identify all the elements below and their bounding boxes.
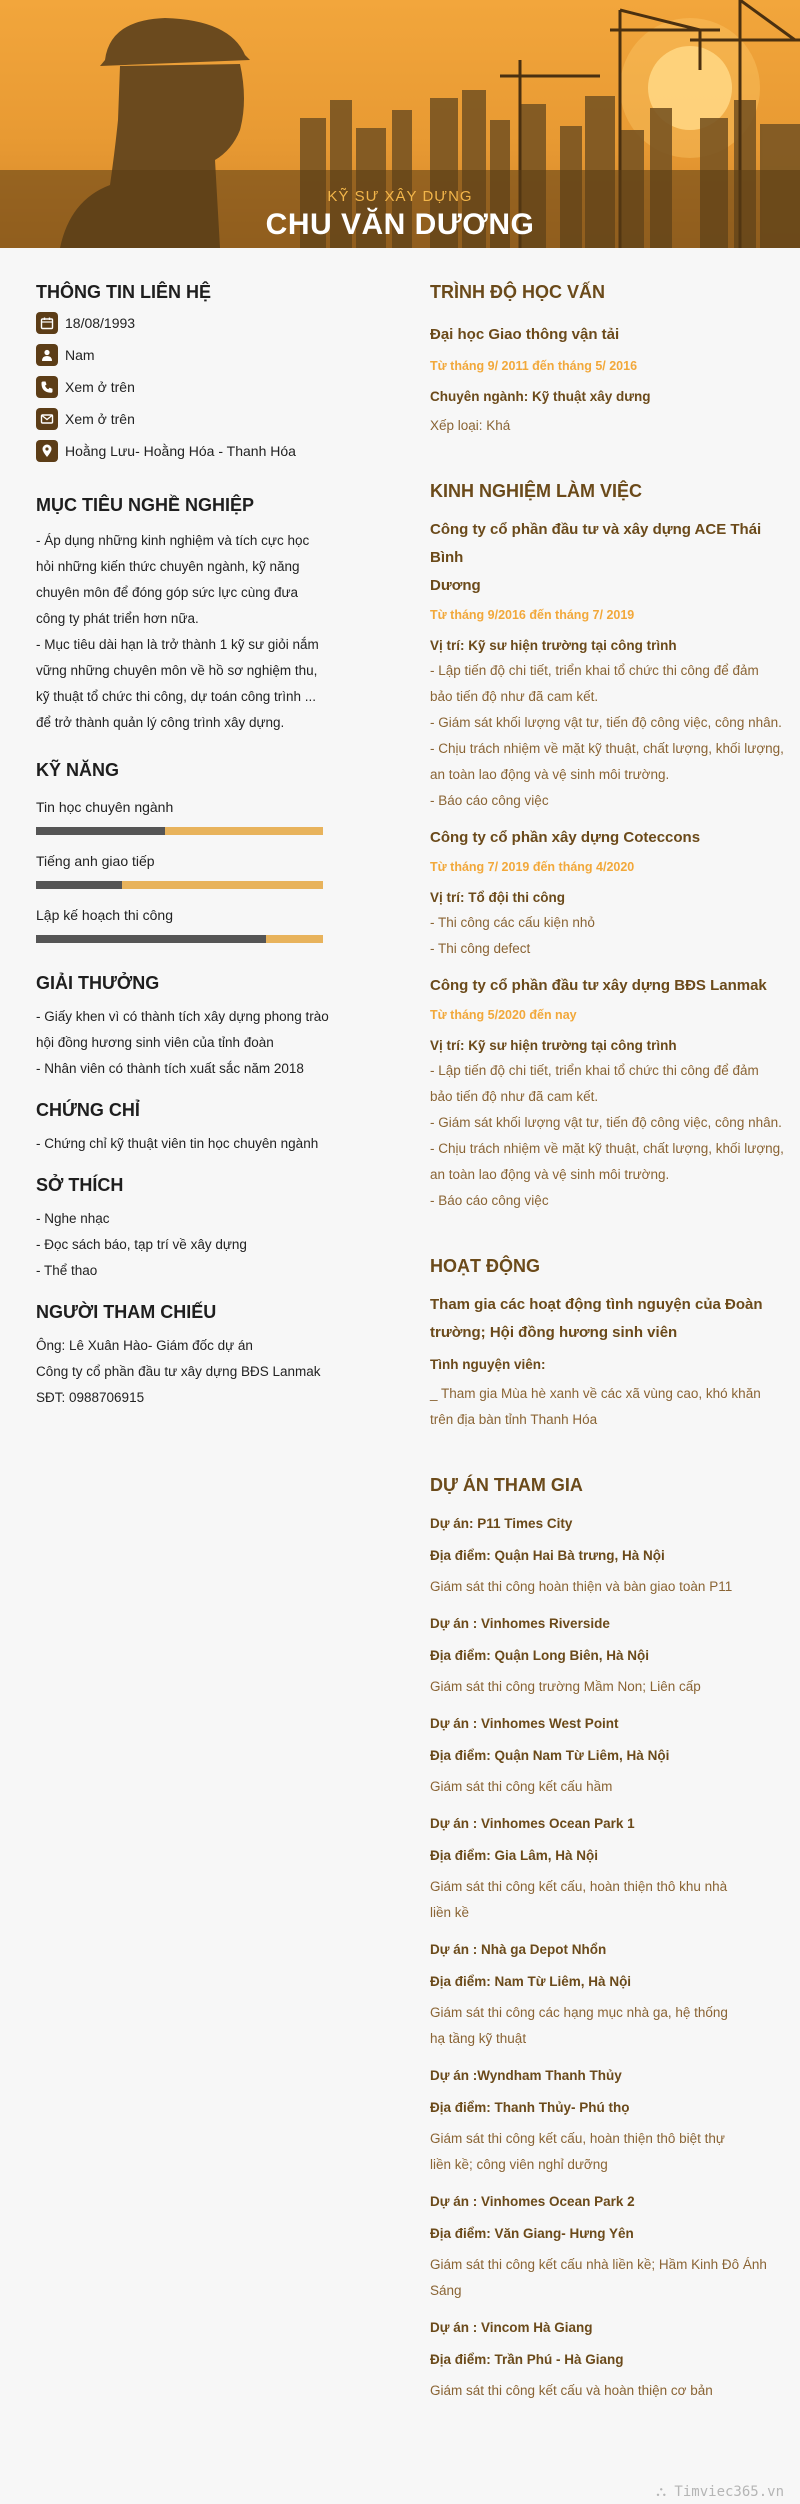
project-desc: Giám sát thi công các hạng mục nhà ga, hệ thống — [430, 2005, 728, 2020]
skill-label: Lập kế hoạch thi công — [36, 907, 173, 923]
awards-text — [36, 1004, 336, 1082]
activity-line: trên địa bàn tỉnh Thanh Hóa — [430, 1412, 598, 1427]
activity-org: Tham gia các hoạt động tình nguyện của Đoàn — [430, 1296, 763, 1313]
experience-line: - Báo cáo công việc — [430, 1193, 549, 1208]
education-date: Từ tháng 9/ 2011 đến tháng 5/ 2016 — [430, 359, 638, 373]
hobby-line: - Nghe nhạc — [36, 1211, 110, 1226]
objective-line: hỏi những kiến thức chuyên ngành, kỹ năng — [36, 559, 300, 574]
watermark: ⛬ Timviec365.vn — [656, 2484, 784, 2500]
experience-line: - Báo cáo công việc — [430, 793, 549, 808]
project-desc: hạ tầng kỹ thuật — [430, 2031, 527, 2046]
header-banner — [0, 0, 800, 248]
job-title: KỸ SƯ XÂY DỰNG — [327, 188, 473, 205]
calendar-icon — [36, 312, 58, 334]
contact-heading: THÔNG TIN LIÊN HỆ — [36, 282, 211, 302]
contact-phone — [36, 375, 336, 399]
skills-heading: KỸ NĂNG — [36, 760, 120, 780]
hobby-line: - Đọc sách báo, tạp trí về xây dựng — [36, 1237, 247, 1252]
hobbies-heading: SỞ THÍCH — [36, 1175, 124, 1195]
project-location: Địa điểm: Quận Hai Bà trưng, Hà Nội — [430, 1548, 665, 1563]
project-name: Dự án: P11 Times City — [430, 1516, 573, 1531]
skill-bar — [36, 935, 323, 943]
objective-text — [36, 528, 336, 736]
email-icon — [36, 408, 58, 430]
project-entry — [430, 2190, 790, 2304]
contact-email — [36, 407, 336, 431]
experience-heading: KINH NGHIỆM LÀM VIỆC — [430, 481, 643, 501]
activities-heading: HOẠT ĐỘNG — [430, 1256, 540, 1276]
award-line: - Nhân viên có thành tích xuất sắc năm 2018 — [36, 1061, 304, 1076]
objective-heading: MỤC TIÊU NGHỀ NGHIỆP — [36, 495, 255, 515]
skill-level-fill — [36, 881, 122, 889]
contact-text: Xem ở trên — [65, 379, 135, 395]
experience-position: Vị trí: Kỹ sư hiện trường tại công trình — [430, 638, 677, 653]
contact-address — [36, 439, 336, 463]
project-desc: liền kề — [430, 1905, 470, 1920]
contact-text: Hoằng Lưu- Hoằng Hóa - Thanh Hóa — [65, 443, 296, 459]
project-desc: Giám sát thi công trường Mầm Non; Liên cấp — [430, 1679, 701, 1694]
objective-line: chuyên môn để đóng góp sức lực cùng đưa — [36, 585, 299, 600]
project-desc: Giám sát thi công kết cấu, hoàn thiện thô biệt thự — [430, 2131, 725, 2146]
experience-date: Từ tháng 5/2020 đến nay — [430, 1008, 577, 1022]
skill-label: Tin học chuyên ngành — [36, 799, 174, 815]
project-location: Địa điểm: Thanh Thủy- Phú thọ — [430, 2100, 630, 2115]
experience-line: bảo tiến độ như đã cam kết. — [430, 689, 599, 704]
experience-entry — [430, 516, 790, 814]
project-location: Địa điểm: Nam Từ Liêm, Hà Nội — [430, 1974, 632, 1989]
experience-company: Dương — [430, 577, 481, 594]
project-entry — [430, 2316, 790, 2404]
project-desc: Giám sát thi công kết cấu hầm — [430, 1779, 613, 1794]
objective-line: vững những chuyên môn về hồ sơ nghiệm thu, — [36, 663, 318, 678]
project-desc: Giám sát thi công kết cấu và hoàn thiện cơ bản — [430, 2383, 713, 2398]
education-heading: TRÌNH ĐỘ HỌC VẤN — [430, 282, 605, 302]
contact-text: Xem ở trên — [65, 411, 135, 427]
project-desc: Sáng — [430, 2283, 462, 2298]
awards-heading: GIẢI THƯỞNG — [36, 973, 160, 993]
project-desc: liền kề; công viên nghỉ dưỡng — [430, 2157, 608, 2172]
project-location: Địa điểm: Trần Phú - Hà Giang — [430, 2352, 624, 2367]
project-name: Dự án :Wyndham Thanh Thủy — [430, 2068, 622, 2083]
references-heading: NGƯỜI THAM CHIẾU — [36, 1302, 217, 1322]
project-location: Địa điểm: Quận Long Biên, Hà Nội — [430, 1648, 650, 1663]
activity-line: _ Tham gia Mùa hè xanh về các xã vùng cao, khó khăn — [430, 1386, 761, 1401]
education-major: Chuyên ngành: Kỹ thuật xây dưng — [430, 389, 651, 404]
experience-company: Công ty cổ phần đầu tư xây dựng BĐS Lanmak — [430, 977, 767, 994]
education-entry — [430, 321, 790, 439]
experience-entry — [430, 972, 790, 1214]
activity-entry — [430, 1291, 790, 1433]
project-entry — [430, 1612, 790, 1700]
activity-org: trường; Hội đồng hương sinh viên — [430, 1324, 678, 1341]
certificate-line: - Chứng chỉ kỹ thuật viên tin học chuyên ngành — [36, 1136, 319, 1151]
contact-list — [36, 311, 336, 463]
skills-list — [36, 799, 336, 943]
certificates-heading: CHỨNG CHỈ — [36, 1100, 140, 1120]
experience-company: Công ty cổ phần xây dựng Coteccons — [430, 829, 701, 846]
project-desc: Giám sát thi công hoàn thiện và bàn giao toàn P11 — [430, 1579, 733, 1594]
hobbies-text — [36, 1206, 336, 1284]
experience-line: bảo tiến độ như đã cam kết. — [430, 1089, 599, 1104]
education-school: Đại học Giao thông vận tải — [430, 326, 620, 343]
candidate-name: CHU VĂN DƯƠNG — [265, 208, 535, 241]
experience-line: - Giám sát khối lượng vật tư, tiến độ công việc, công nhân. — [430, 715, 782, 730]
phone-icon — [36, 376, 58, 398]
experience-line: - Chịu trách nhiệm về mặt kỹ thuật, chất lượng, khối lượng, — [430, 1141, 784, 1156]
experience-line: - Lập tiến độ chi tiết, triển khai tổ chức thi công để đảm — [430, 663, 759, 678]
project-name: Dự án : Vinhomes Ocean Park 2 — [430, 2194, 635, 2209]
project-entry — [430, 1512, 790, 1600]
watermark-text: Timviec365.vn — [674, 2484, 784, 2500]
project-name: Dự án : Nhà ga Depot Nhổn — [430, 1942, 607, 1957]
reference-line: SĐT: 0988706915 — [36, 1390, 145, 1405]
skill-label: Tiếng anh giao tiếp — [36, 853, 155, 869]
skill-level-fill — [36, 935, 266, 943]
project-desc: Giám sát thi công kết cấu nhà liền kề; Hầm Kinh Đô Ánh — [430, 2257, 767, 2272]
award-line: - Giấy khen vì có thành tích xây dựng phong trào — [36, 1009, 329, 1024]
hobby-line: - Thể thao — [36, 1263, 98, 1278]
project-entry — [430, 1938, 790, 2052]
contact-text: Nam — [65, 347, 95, 363]
references-text — [36, 1333, 336, 1411]
project-name: Dự án : Vinhomes Ocean Park 1 — [430, 1816, 635, 1831]
location-icon — [36, 440, 58, 462]
skill-bar — [36, 881, 323, 889]
objective-line: - Áp dụng những kinh nghiệm và tích cực học — [36, 533, 310, 548]
experience-date: Từ tháng 9/2016 đến tháng 7/ 2019 — [430, 608, 635, 622]
skill-level-fill — [36, 827, 165, 835]
project-name: Dự án : Vinhomes West Point — [430, 1716, 619, 1731]
reference-line: Ông: Lê Xuân Hào- Giám đốc dự án — [36, 1338, 253, 1353]
project-location: Địa điểm: Gia Lâm, Hà Nội — [430, 1848, 599, 1863]
activity-role: Tình nguyện viên: — [430, 1357, 546, 1372]
experience-position: Vị trí: Tổ đội thi công — [430, 890, 565, 905]
skill-bar — [36, 827, 323, 835]
objective-line: để trở thành quản lý công trình xây dựng. — [36, 715, 285, 730]
experience-date: Từ tháng 7/ 2019 đến tháng 4/2020 — [430, 860, 635, 874]
education-grade: Xếp loại: Khá — [430, 418, 511, 433]
experience-line: - Thi công các cấu kiện nhỏ — [430, 915, 595, 930]
project-location: Địa điểm: Văn Giang- Hưng Yên — [430, 2226, 634, 2241]
experience-line: - Chịu trách nhiệm về mặt kỹ thuật, chất lượng, khối lượng, — [430, 741, 784, 756]
experience-line: an toàn lao động và vệ sinh môi trường. — [430, 1167, 670, 1182]
right-column — [430, 282, 790, 2404]
project-entry — [430, 1812, 790, 1926]
objective-line: công ty phát triển hơn nữa. — [36, 611, 199, 626]
project-entry — [430, 2064, 790, 2178]
experience-line: an toàn lao động và vệ sinh môi trường. — [430, 767, 670, 782]
project-entry — [430, 1712, 790, 1800]
person-icon — [36, 344, 58, 366]
certificates-text — [36, 1131, 336, 1157]
project-name: Dự án : Vinhomes Riverside — [430, 1616, 610, 1631]
objective-line: kỹ thuật tổ chức thi công, dự toán công trình ... — [36, 689, 316, 704]
project-name: Dự án : Vincom Hà Giang — [430, 2320, 593, 2335]
experience-position: Vị trí: Kỹ sư hiện trường tại công trình — [430, 1038, 677, 1053]
reference-line: Công ty cổ phần đầu tư xây dựng BĐS Lanmak — [36, 1364, 321, 1379]
left-column — [36, 282, 336, 1411]
experience-entry — [430, 824, 790, 962]
experience-line: - Giám sát khối lượng vật tư, tiến độ công việc, công nhân. — [430, 1115, 782, 1130]
contact-birthday — [36, 311, 336, 335]
award-line: hội đồng hương sinh viên của tỉnh đoàn — [36, 1035, 274, 1050]
experience-company: Công ty cổ phần đầu tư và xây dựng ACE Thái Bình — [430, 521, 762, 566]
objective-line: - Mục tiêu dài hạn là trở thành 1 kỹ sư giỏi nắm — [36, 637, 319, 652]
project-location: Địa điểm: Quận Nam Từ Liêm, Hà Nội — [430, 1748, 670, 1763]
experience-line: - Lập tiến độ chi tiết, triển khai tổ chức thi công để đảm — [430, 1063, 759, 1078]
experience-line: - Thi công defect — [430, 941, 531, 956]
contact-gender — [36, 343, 336, 367]
contact-text: 18/08/1993 — [65, 315, 136, 331]
projects-heading: DỰ ÁN THAM GIA — [430, 1475, 583, 1495]
project-desc: Giám sát thi công kết cấu, hoàn thiện thô khu nhà — [430, 1879, 728, 1894]
